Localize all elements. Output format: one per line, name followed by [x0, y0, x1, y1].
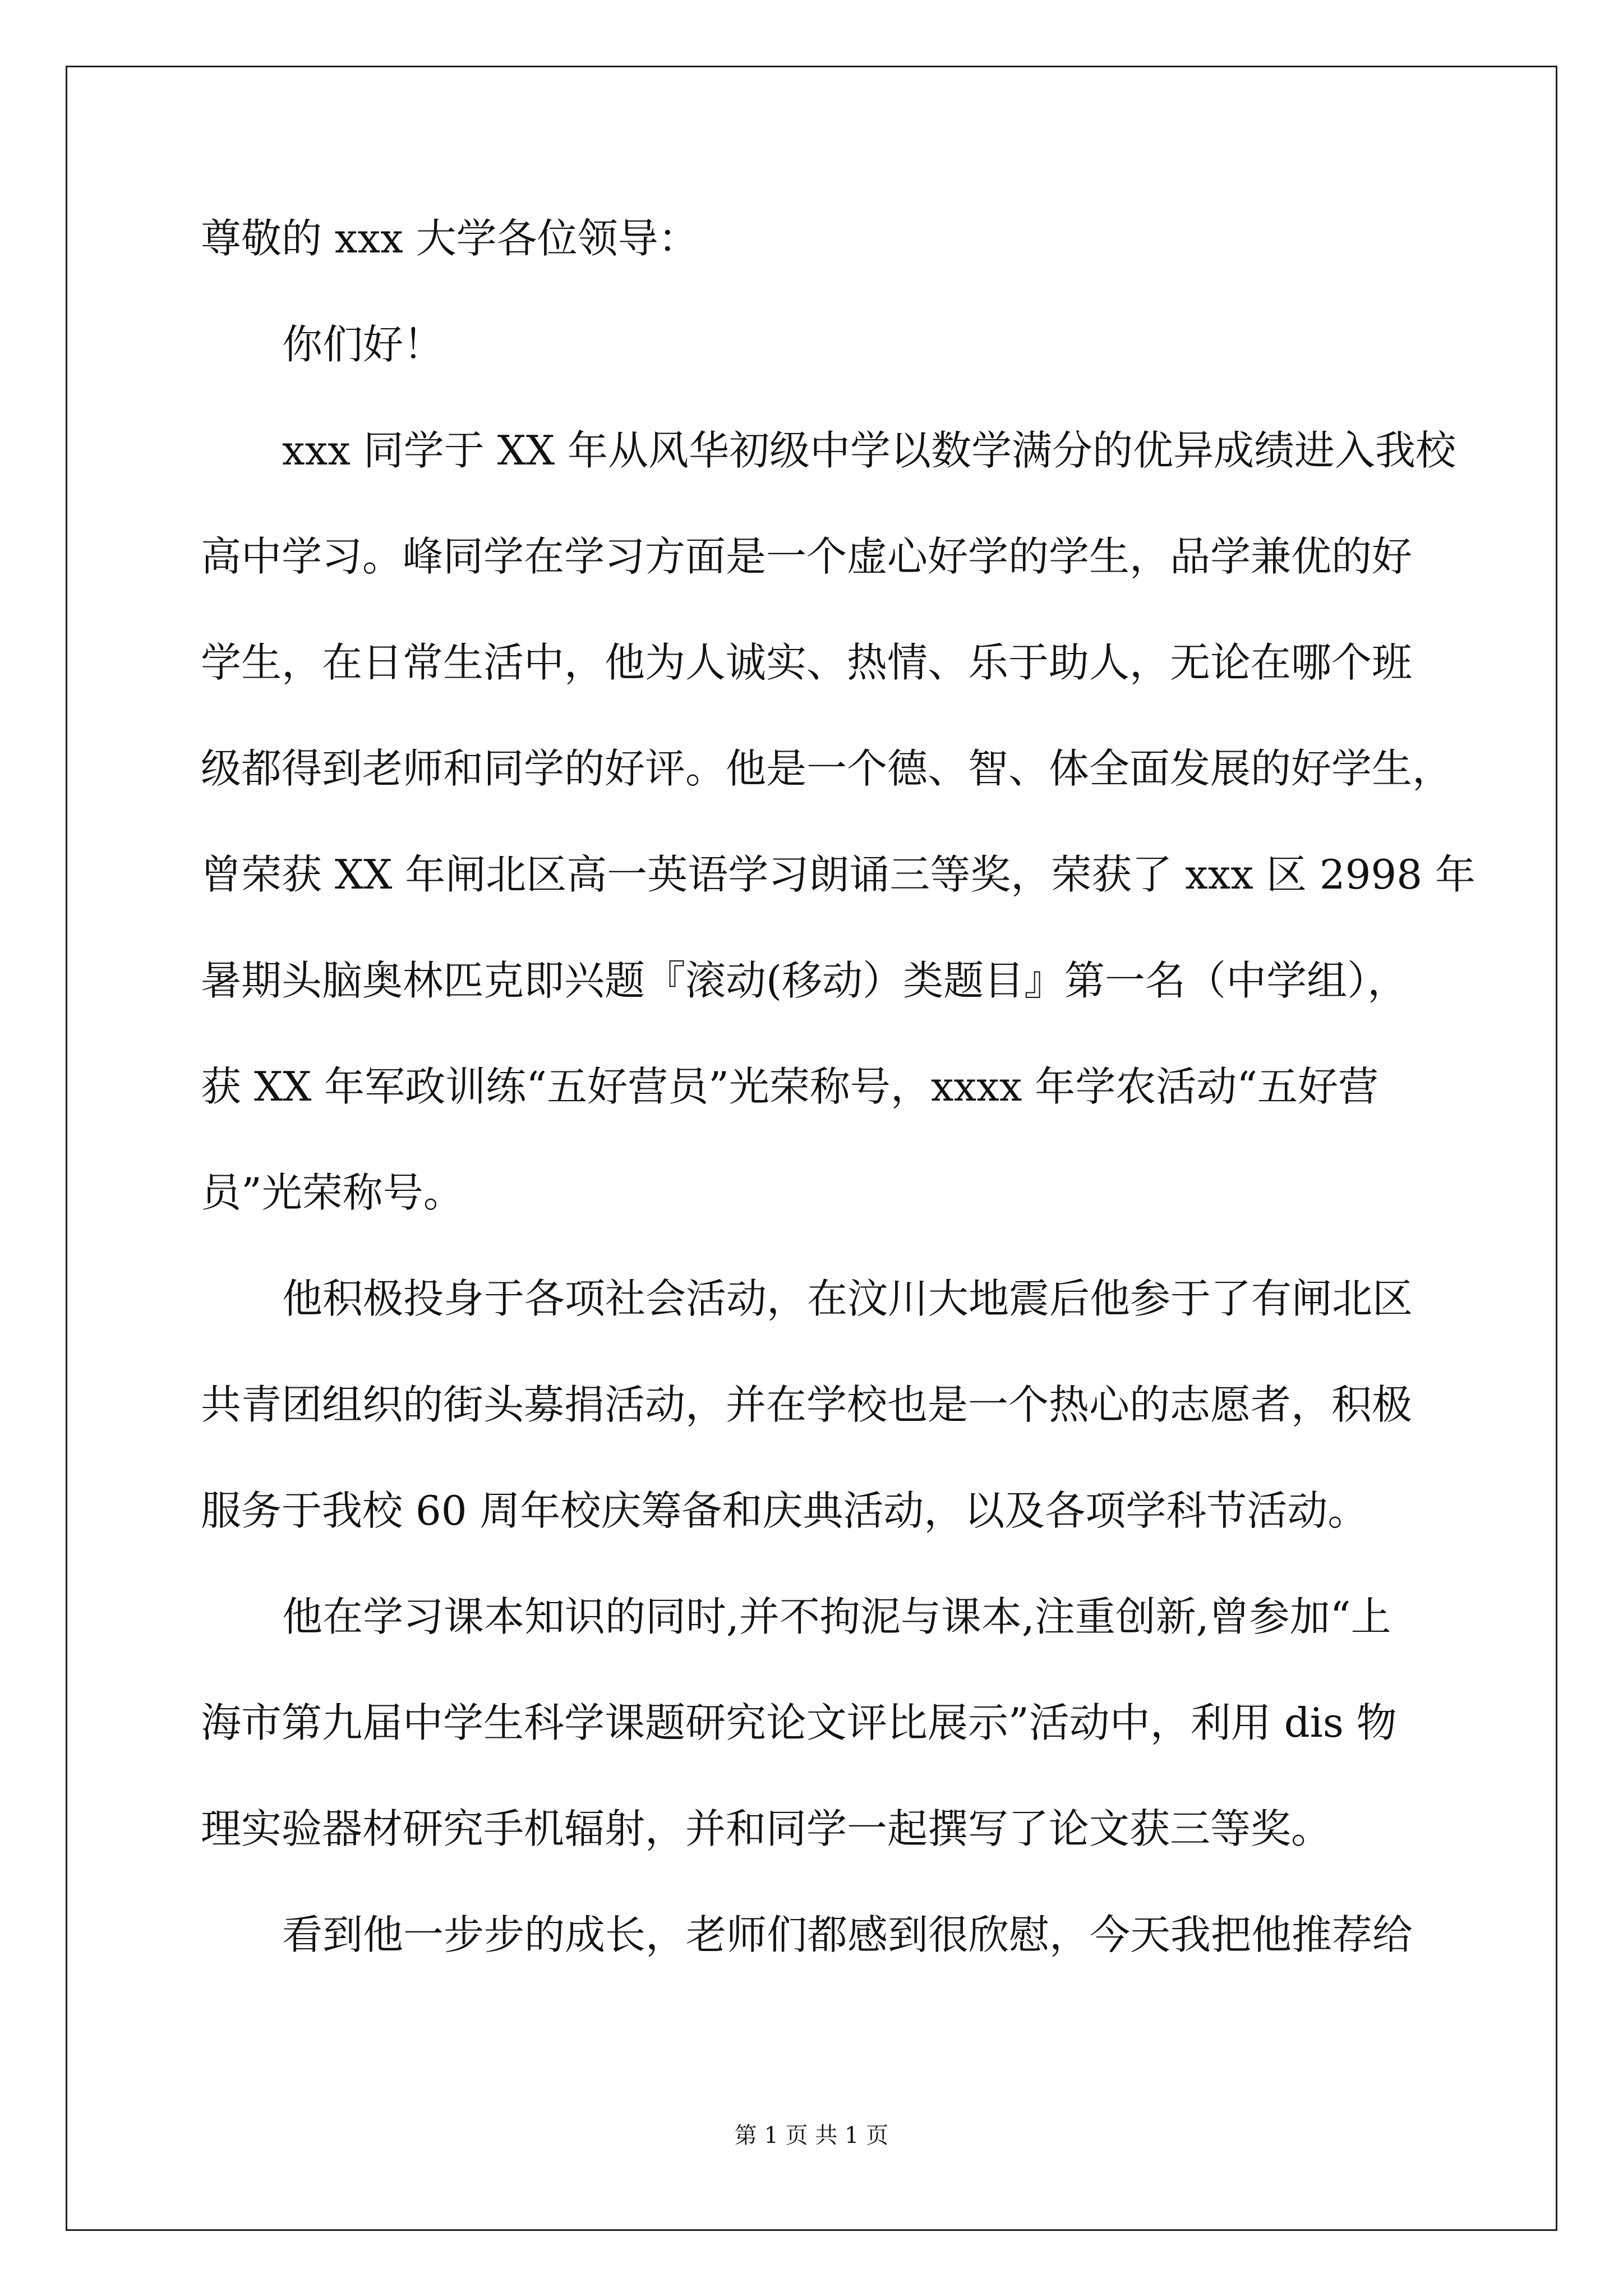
salutation: 尊敬的 xxx 大学各位领导：	[201, 215, 699, 262]
paragraph-line: 看到他一步步的成长，老师们都感到很欣慰，今天我把他推荐给	[282, 1911, 1413, 1958]
paragraph-line: xxx 同学于 XX 年从风华初级中学以数学满分的优异成绩进入我校	[282, 427, 1456, 474]
paragraph-line: 曾荣获 XX 年闸北区高一英语学习朗诵三等奖，荣获了 xxx 区 2998 年	[201, 851, 1476, 898]
paragraph-line: 服务于我校 60 周年校庆筹备和庆典活动，以及各项学科节活动。	[201, 1487, 1368, 1534]
paragraph-line: 他积极投身于各项社会活动，在汶川大地震后他参于了有闸北区	[282, 1275, 1413, 1322]
paragraph-line: 高中学习。峰同学在学习方面是一个虚心好学的学生，品学兼优的好	[201, 533, 1413, 580]
paragraph-line: 获 XX 年军政训练“五好营员”光荣称号，xxxx 年学农活动“五好营	[201, 1063, 1379, 1110]
paragraph-line: 共青团组织的街头募捐活动，并在学校也是一个热心的志愿者，积极	[201, 1381, 1413, 1428]
paragraph-line: 海市第九届中学生科学课题研究论文评比展示”活动中，利用 dis 物	[201, 1699, 1397, 1746]
paragraph-line: 员”光荣称号。	[201, 1169, 464, 1216]
paragraph-line: 理实验器材研究手机辐射，并和同学一起撰写了论文获三等奖。	[201, 1805, 1332, 1852]
paragraph-line: 他在学习课本知识的同时,并不拘泥与课本,注重创新,曾参加“上	[282, 1593, 1391, 1640]
paragraph-line: 暑期头脑奥林匹克即兴题『滚动(移动）类题目』第一名（中学组），	[201, 957, 1408, 1004]
letter-body	[201, 213, 1476, 2016]
page-number-footer: 第 1 页 共 1 页	[734, 2123, 889, 2148]
paragraph-line: 学生，在日常生活中，他为人诚实、热情、乐于助人，无论在哪个班	[201, 639, 1413, 686]
paragraph-line: 级都得到老师和同学的好评。他是一个德、智、体全面发展的好学生，	[201, 745, 1453, 792]
greeting: 你们好！	[282, 321, 444, 368]
